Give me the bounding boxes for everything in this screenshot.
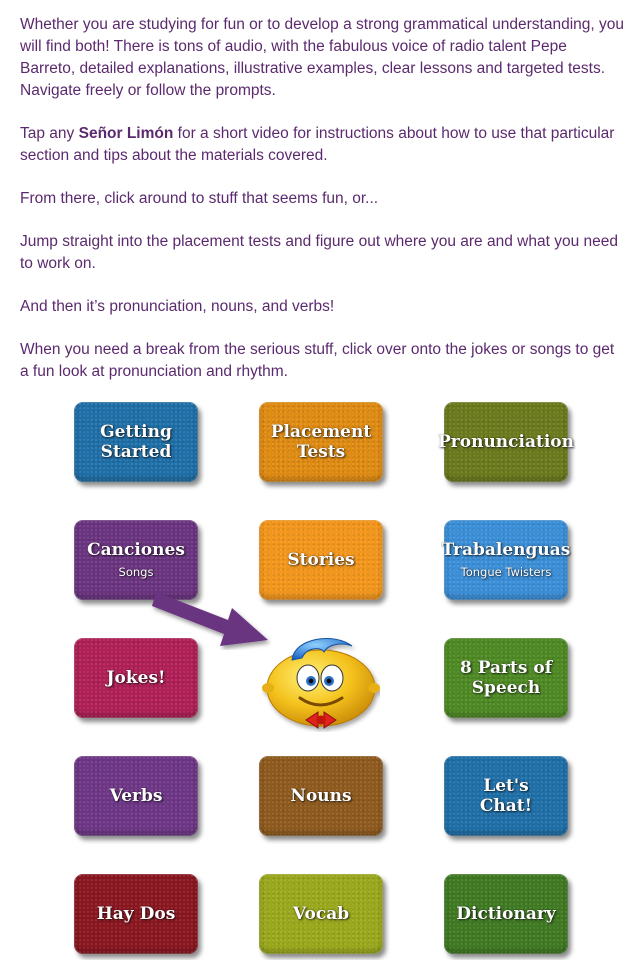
pronunciation-label: Pronunciation [438,432,574,452]
lets-chat-button[interactable] [444,756,568,836]
nouns-button[interactable] [259,756,383,836]
intro-text [20,14,625,404]
senor-limon-name: Señor Limón [78,125,174,142]
vocab-label: Vocab [292,904,350,924]
intro-paragraph-1: Whether you are studying for fun or to develop a strong grammatical understanding, you will find both! There is tons of audio, with the fabulous voice of radio talent Pepe Barreto, detailed explanations, illustrative examples, clear lessons and targeted tests. Navigate freely or follow the prompts. [20,16,624,99]
intro-paragraph-2 [20,123,625,167]
arrow-icon [150,580,280,650]
getting-started-label: Getting Started [100,422,172,462]
hay-dos-button[interactable] [74,874,198,954]
getting-started-button[interactable] [74,402,198,482]
eight-parts-of-speech-button[interactable] [444,638,568,718]
placement-tests-label: Placement Tests [270,422,372,462]
jokes-button[interactable] [74,638,198,718]
trabalenguas-button[interactable] [441,520,571,600]
senor-limon-icon[interactable] [262,632,380,732]
canciones-sublabel: Songs [118,565,154,579]
jokes-label: Jokes! [106,668,166,688]
placement-tests-button[interactable] [259,402,383,482]
hay-dos-label: Hay Dos [96,904,176,924]
dictionary-button[interactable] [444,874,568,954]
intro-p2-end: for a short video for instructions about how to use that particular section and tips about the materials covered. [20,125,615,164]
intro-paragraph-5: And then it’s pronunciation, nouns, and verbs! [20,298,335,315]
intro-paragraph-3: From there, click around to stuff that seems fun, or... [20,190,379,207]
verbs-label: Verbs [109,786,163,806]
canciones-label: Canciones [87,540,185,560]
trabalenguas-sublabel: Tongue Twisters [460,565,552,579]
vocab-button[interactable] [259,874,383,954]
intro-paragraph-4: Jump straight into the placement tests and figure out where you are and what you need to work on. [20,233,618,272]
pronunciation-button[interactable] [438,402,574,482]
nouns-label: Nouns [290,786,352,806]
intro-p2-start: Tap any [20,125,79,142]
dictionary-label: Dictionary [456,904,556,924]
eight-parts-of-speech-label: 8 Parts of Speech [459,658,553,698]
verbs-button[interactable] [74,756,198,836]
intro-paragraph-6: When you need a break from the serious stuff, click over onto the jokes or songs to get a fun look at pronunciation and rhythm. [20,341,615,380]
lets-chat-label: Let's Chat! [479,776,533,816]
trabalenguas-label: Trabalenguas [441,540,571,560]
stories-label: Stories [287,550,355,570]
